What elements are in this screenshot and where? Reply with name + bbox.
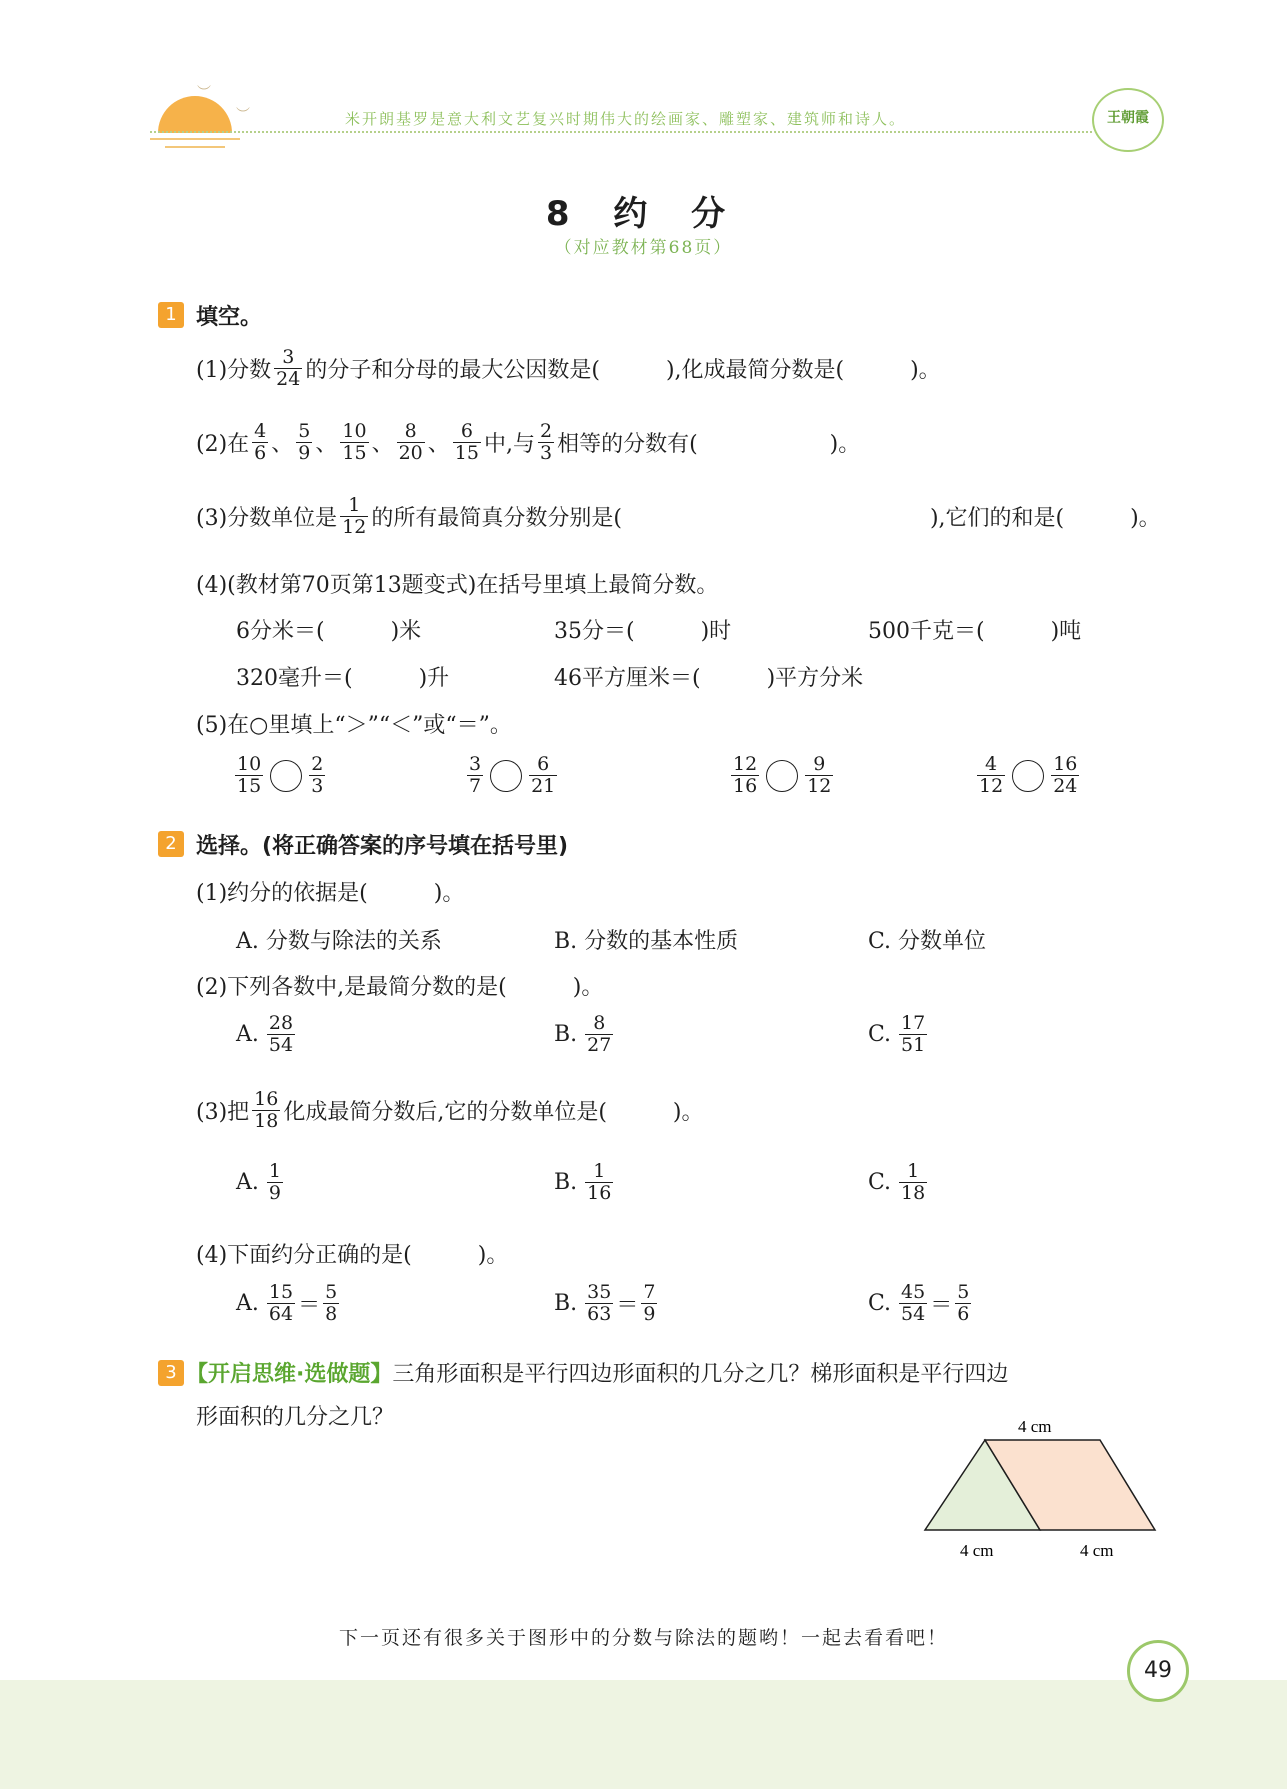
question-text: (1)分数 [196,358,272,384]
bird-icon: ︶ [236,107,250,123]
parallelogram-figure [900,1410,1180,1570]
question-3 [186,1357,1008,1388]
separator: 、 [271,432,294,458]
question-2-3 [196,1090,704,1132]
bottom-note: 下一页还有很多关于图形中的分数与除法的题哟！一起去看看吧！ [338,1627,948,1649]
question-2-4: (4)下面约分正确的是( )。 [196,1243,509,1268]
compare-pair: $\frac{3}{7}$ $\frac{6}{21}$ [469,753,556,797]
optional-tag: 【开启思维·选做题】 [186,1362,393,1387]
question-text: 中,与 [483,432,535,458]
conversion-item: 35分＝( )时 [554,619,732,644]
question-text: 的分子和分母的最大公因数是( ),化成最简分数是( )。 [305,358,941,384]
question-2-1: (1)约分的依据是( )。 [196,881,465,906]
compare-circle[interactable] [490,760,522,792]
page-title: 8 约 分 [545,194,742,234]
question-text: (2)在 [196,432,250,458]
compare-circle[interactable] [270,760,302,792]
option-c: C. 分数单位 [868,929,987,954]
option-b: B. 分数的基本性质 [554,929,739,954]
header-dotted-line [150,131,1092,133]
option-c: C. $\frac{1}{18}$ [868,1160,926,1204]
question-text: (3)把 [196,1100,250,1126]
sun-icon [158,96,232,133]
fraction: $\frac{10}{15}$ [342,420,367,464]
question-text: 的所有最简真分数分别是( ),它们的和是( )。 [371,506,1161,532]
conversion-item: 46平方厘米＝( )平方分米 [554,666,864,691]
fraction: $\frac{6}{15}$ [454,420,479,464]
option-a: A. $\frac{15}{64}$ ＝ $\frac{5}{8}$ [236,1281,338,1325]
page-number: 49 [1127,1640,1189,1702]
conversion-item: 320毫升＝( )升 [236,666,450,691]
question-text: 化成最简分数后,它的分数单位是( )。 [283,1100,704,1126]
conversion-item: 6分米＝( )米 [236,619,422,644]
option-b: B. $\frac{8}{27}$ [554,1012,612,1056]
label-top: 4 cm [1018,1417,1052,1436]
question-1-1 [196,348,941,390]
question-1-5: (5)在○里填上“＞”“＜”或“＝”。 [196,713,512,738]
option-b: B. $\frac{1}{16}$ [554,1160,612,1204]
fraction: $\frac{2}{3}$ [539,420,553,464]
option-a: A. 分数与除法的关系 [236,929,442,954]
decor-line [165,146,225,148]
compare-circle[interactable] [766,760,798,792]
question-2-2: (2)下列各数中,是最简分数的是( )。 [196,975,604,1000]
question-3-continued: 形面积的几分之几？ [196,1405,395,1430]
decor-line [150,138,240,140]
section-number: 3 [158,1360,184,1386]
fraction: $\frac{3}{24}$ [276,346,301,390]
question-1-2 [196,422,860,464]
section-title: 选择。(将正确答案的序号填在括号里) [196,834,569,859]
compare-pair: $\frac{10}{15}$ $\frac{2}{3}$ [237,753,324,797]
compare-pair: $\frac{12}{16}$ $\frac{9}{12}$ [733,753,832,797]
conversion-item: 500千克＝( )吨 [868,619,1082,644]
compare-circle[interactable] [1012,760,1044,792]
option-c: C. $\frac{17}{51}$ [868,1012,926,1056]
option-a: A. $\frac{28}{54}$ [236,1012,294,1056]
label-bottom-left: 4 cm [960,1541,994,1560]
page-subtitle: （对应教材第68页） [554,238,733,258]
question-text: (3)分数单位是 [196,506,338,532]
bird-icon: ︶ [197,85,211,101]
option-c: C. $\frac{45}{54}$ ＝ $\frac{5}{6}$ [868,1281,970,1325]
section-title: 填空。 [196,305,263,330]
brand-logo: 王朝霞 [1092,88,1164,152]
footer-background [0,1680,1287,1789]
separator: 、 [427,432,450,458]
question-1-3 [196,496,1161,538]
header-note: 米开朗基罗是意大利文艺复兴时期伟大的绘画家、雕塑家、建筑师和诗人。 [345,110,907,128]
fraction: $\frac{16}{18}$ [254,1088,279,1132]
question-text: 三角形面积是平行四边形面积的几分之几？梯形面积是平行四边 [392,1362,1009,1387]
fraction: $\frac{4}{6}$ [254,420,267,464]
question-text: 相等的分数有( )。 [557,432,861,458]
option-a: A. $\frac{1}{9}$ [236,1160,281,1204]
separator: 、 [371,432,394,458]
section-number: 1 [158,302,184,328]
section-number: 2 [158,831,184,857]
fraction: $\frac{1}{12}$ [342,494,367,538]
fraction: $\frac{5}{9}$ [298,420,311,464]
question-1-4: (4)(教材第70页第13题变式)在括号里填上最简分数。 [196,573,719,598]
fraction: $\frac{8}{20}$ [398,420,423,464]
label-bottom-right: 4 cm [1080,1541,1114,1560]
compare-pair: $\frac{4}{12}$ $\frac{16}{24}$ [979,753,1078,797]
separator: 、 [315,432,338,458]
option-b: B. $\frac{35}{63}$ ＝ $\frac{7}{9}$ [554,1281,656,1325]
